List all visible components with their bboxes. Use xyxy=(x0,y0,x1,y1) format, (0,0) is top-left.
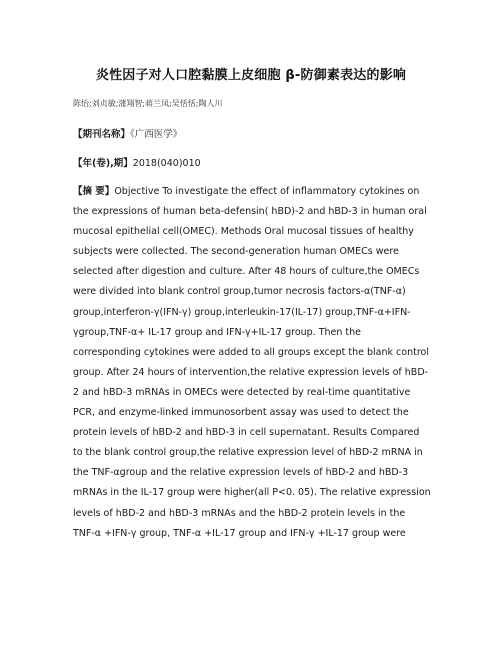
abstract-first-line xyxy=(73,182,435,202)
abstract-text-line: the TNF-αgroup and the relative expression levels of hBD-2 and hBD-3 xyxy=(73,467,409,479)
volume-issue-value: 2018(040)010 xyxy=(132,158,201,169)
author-list: 陈怡;刘贞敏;蒲翔智;蒋兰凤;吴恬恬;陶人川 xyxy=(73,99,223,108)
abstract-text-line: group. After 24 hours of intervention,the relative expression levels of hBD- xyxy=(73,366,429,378)
abstract-text-line: PCR, and enzyme-linked immunosorbent assay was used to detect the xyxy=(73,407,409,419)
abstract-text-line: mucosal epithelial cell(OMEC). Methods Oral mucosal tissues of healthy xyxy=(73,226,414,238)
volume-issue-label: 【年(卷),期】 xyxy=(73,158,133,169)
abstract-text-line: mRNAs in the IL-17 group were higher(all P<0. 05). The relative expression xyxy=(73,487,431,499)
abstract-text-line: selected after digestion and culture. After 48 hours of culture,the OMECs xyxy=(73,266,420,278)
journal-name-value: 《广西医学》 xyxy=(130,129,183,140)
abstract-text-line: protein levels of hBD-2 and hBD-3 in cell supernatant. Results Compared xyxy=(73,427,420,439)
abstract-text-line: the expressions of human beta-defensin( hBD)-2 and hBD-3 in human oral xyxy=(73,206,427,218)
abstract-text-line: TNF-α +IFN-γ group, TNF-α +IL-17 group and IFN-γ +IL-17 group were xyxy=(73,527,406,539)
abstract-text-line: group,interferon-γ(IFN-γ) group,interleukin-17(IL-17) group,TNF-α+IFN- xyxy=(73,306,411,318)
abstract-label: 【摘 要】 xyxy=(73,186,115,197)
abstract-text-line: to the blank control group,the relative expression level of hBD-2 mRNA in xyxy=(73,447,423,459)
abstract-text-line: were divided into blank control group,tumor necrosis factors-α(TNF-α) xyxy=(73,286,406,298)
volume-issue-field xyxy=(73,155,201,169)
abstract-text-line: levels of hBD-2 and hBD-3 mRNAs and the hBD-2 protein levels in the xyxy=(73,507,406,519)
abstract-text-line: corresponding cytokines were added to all groups except the blank control xyxy=(73,346,429,358)
abstract-text-line: γgroup,TNF-α+ IL-17 group and IFN-γ+IL-17 group. Then the xyxy=(73,326,362,338)
article-title: 炎性因子对人口腔黏膜上皮细胞 β-防御素表达的影响 xyxy=(95,68,407,83)
abstract-text-line: 2 and hBD-3 mRNAs in OMECs were detected by real-time quantitative xyxy=(73,386,411,398)
abstract-text-line: Objective To investigate the effect of inflammatory cytokines on xyxy=(114,186,420,197)
journal-name-field xyxy=(73,126,182,140)
abstract-text-line: subjects were collected. The second-generation human OMECs were xyxy=(73,246,399,258)
abstract-section xyxy=(73,182,435,544)
journal-name-label: 【期刊名称】 xyxy=(73,129,131,140)
